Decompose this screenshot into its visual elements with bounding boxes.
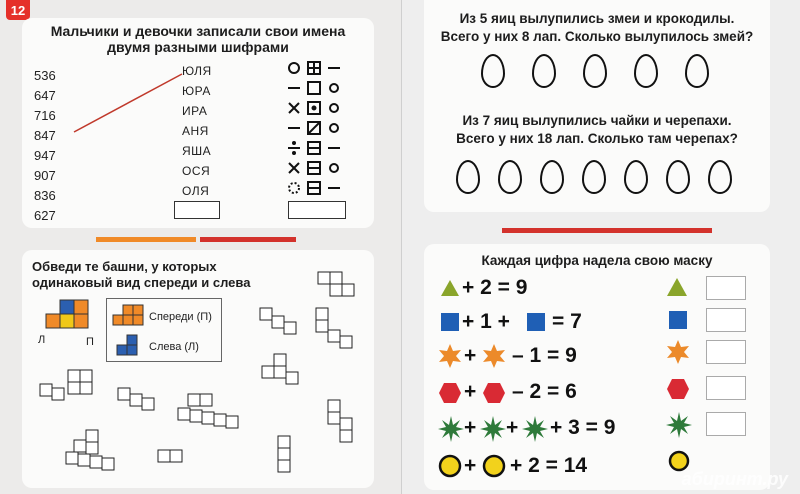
tower-outline[interactable] <box>328 400 368 444</box>
answer-box[interactable] <box>706 276 746 300</box>
towers-task-title-line1: Обведи те башни, у которых <box>32 259 217 274</box>
green-star-icon <box>480 416 506 442</box>
name-item: ОЛЯ <box>182 184 210 198</box>
egg[interactable] <box>498 160 522 194</box>
equation-5-plus2: + <box>506 416 519 439</box>
equation-5-plus1: + <box>464 416 477 439</box>
equation-2-plus: + 1 + <box>462 310 510 333</box>
number-item: 627 <box>34 208 56 223</box>
pencil-divider <box>96 237 196 242</box>
name-item: ОСЯ <box>182 164 211 178</box>
tower-outline[interactable] <box>260 304 304 338</box>
number-item: 847 <box>34 128 56 143</box>
number-item: 947 <box>34 148 56 163</box>
tower-outline[interactable] <box>316 308 362 356</box>
answer-box[interactable] <box>706 308 746 332</box>
towers-task-card <box>22 250 374 488</box>
number-item: 716 <box>34 108 56 123</box>
tower-outline[interactable] <box>118 384 172 418</box>
tower-outline[interactable] <box>40 370 104 412</box>
equation-3-rest: – 1 = 9 <box>512 344 577 367</box>
egg[interactable] <box>666 160 690 194</box>
page-number: 12 <box>6 0 30 20</box>
orange-star-icon <box>666 340 690 364</box>
egg[interactable] <box>634 54 658 88</box>
egg[interactable] <box>481 54 505 88</box>
equation-2-rest: = 7 <box>552 310 582 333</box>
equation-1: + 2 = 9 <box>462 276 528 299</box>
answer-box[interactable] <box>288 201 346 219</box>
cipher-symbols <box>284 58 364 208</box>
legend-box <box>106 298 222 362</box>
sample-tower <box>42 300 102 340</box>
masks-task-card <box>424 244 770 490</box>
orange-star-icon <box>438 344 462 368</box>
name-item: ЯША <box>182 144 212 158</box>
hexagon-icon <box>482 382 506 404</box>
number-item: 836 <box>34 188 56 203</box>
axis-front-label: П <box>86 336 94 348</box>
front-label: Спереди (П) <box>149 311 212 323</box>
answer-box[interactable] <box>174 201 220 219</box>
eggs-task-card <box>424 0 770 212</box>
left-view-icon <box>117 333 141 357</box>
number-item: 536 <box>34 68 56 83</box>
yellow-circle-icon <box>482 454 506 478</box>
egg[interactable] <box>456 160 480 194</box>
masks-task-title: Каждая цифра надела свою маску <box>481 253 713 268</box>
green-star-icon <box>666 412 692 438</box>
tower-outline[interactable] <box>278 436 308 480</box>
left-label: Слева (Л) <box>149 341 199 353</box>
pencil-divider <box>200 237 296 242</box>
yellow-circle-icon <box>438 454 462 478</box>
egg[interactable] <box>708 160 732 194</box>
name-item: ЮРА <box>182 84 211 98</box>
orange-star-icon <box>482 344 506 368</box>
egg[interactable] <box>685 54 709 88</box>
q2-line1: Из 7 яиц вылупились чайки и черепахи. <box>462 113 732 128</box>
equation-3-plus: + <box>464 344 477 367</box>
square-icon <box>440 312 460 332</box>
equation-4-plus: + <box>464 380 477 403</box>
number-item: 647 <box>34 88 56 103</box>
triangle-icon <box>666 276 688 298</box>
egg[interactable] <box>540 160 564 194</box>
tower-outline[interactable] <box>262 354 310 396</box>
tower-outline[interactable] <box>318 262 362 306</box>
egg[interactable] <box>583 54 607 88</box>
number-item: 907 <box>34 168 56 183</box>
name-item: АНЯ <box>182 124 209 138</box>
right-page <box>402 0 800 494</box>
tower-outline[interactable] <box>66 430 136 478</box>
q1-line2: Всего у них 8 лап. Сколько вылупилось змей? <box>440 29 754 44</box>
egg[interactable] <box>624 160 648 194</box>
green-star-icon <box>438 416 464 442</box>
cipher-task-title-line1: Мальчики и девочки записали свои имена <box>50 23 346 39</box>
equation-6-rest: + 2 = 14 <box>510 454 588 477</box>
equation-5-rest: + 3 = 9 <box>550 416 616 439</box>
pencil-divider <box>502 228 712 233</box>
q2-line2: Всего у них 18 лап. Сколько там черепах? <box>456 131 738 146</box>
name-item: ЮЛЯ <box>182 64 212 78</box>
equation-4-rest: – 2 = 6 <box>512 380 577 403</box>
green-star-icon <box>522 416 548 442</box>
q1-line1: Из 5 яиц вылупились змеи и крокодилы. <box>459 11 735 26</box>
hexagon-icon <box>666 378 690 400</box>
egg[interactable] <box>532 54 556 88</box>
equation-6-plus: + <box>464 454 477 477</box>
cipher-task-card <box>22 18 374 228</box>
answer-box[interactable] <box>706 340 746 364</box>
tower-outline[interactable] <box>158 446 198 470</box>
answer-box[interactable] <box>706 412 746 436</box>
towers-task-title-line2: одинаковый вид спереди и слева <box>32 275 251 290</box>
answer-box[interactable] <box>706 376 746 400</box>
egg[interactable] <box>582 160 606 194</box>
cipher-task-title-line2: двумя разными шифрами <box>107 39 289 55</box>
square-icon <box>668 310 688 330</box>
front-view-icon <box>113 303 143 327</box>
tower-outline[interactable] <box>178 394 256 434</box>
hexagon-icon <box>438 382 462 404</box>
triangle-icon <box>440 278 460 298</box>
name-item: ИРА <box>182 104 208 118</box>
watermark: абиринт.ру <box>681 469 788 489</box>
axis-left-label: Л <box>38 334 46 346</box>
square-icon <box>526 312 546 332</box>
